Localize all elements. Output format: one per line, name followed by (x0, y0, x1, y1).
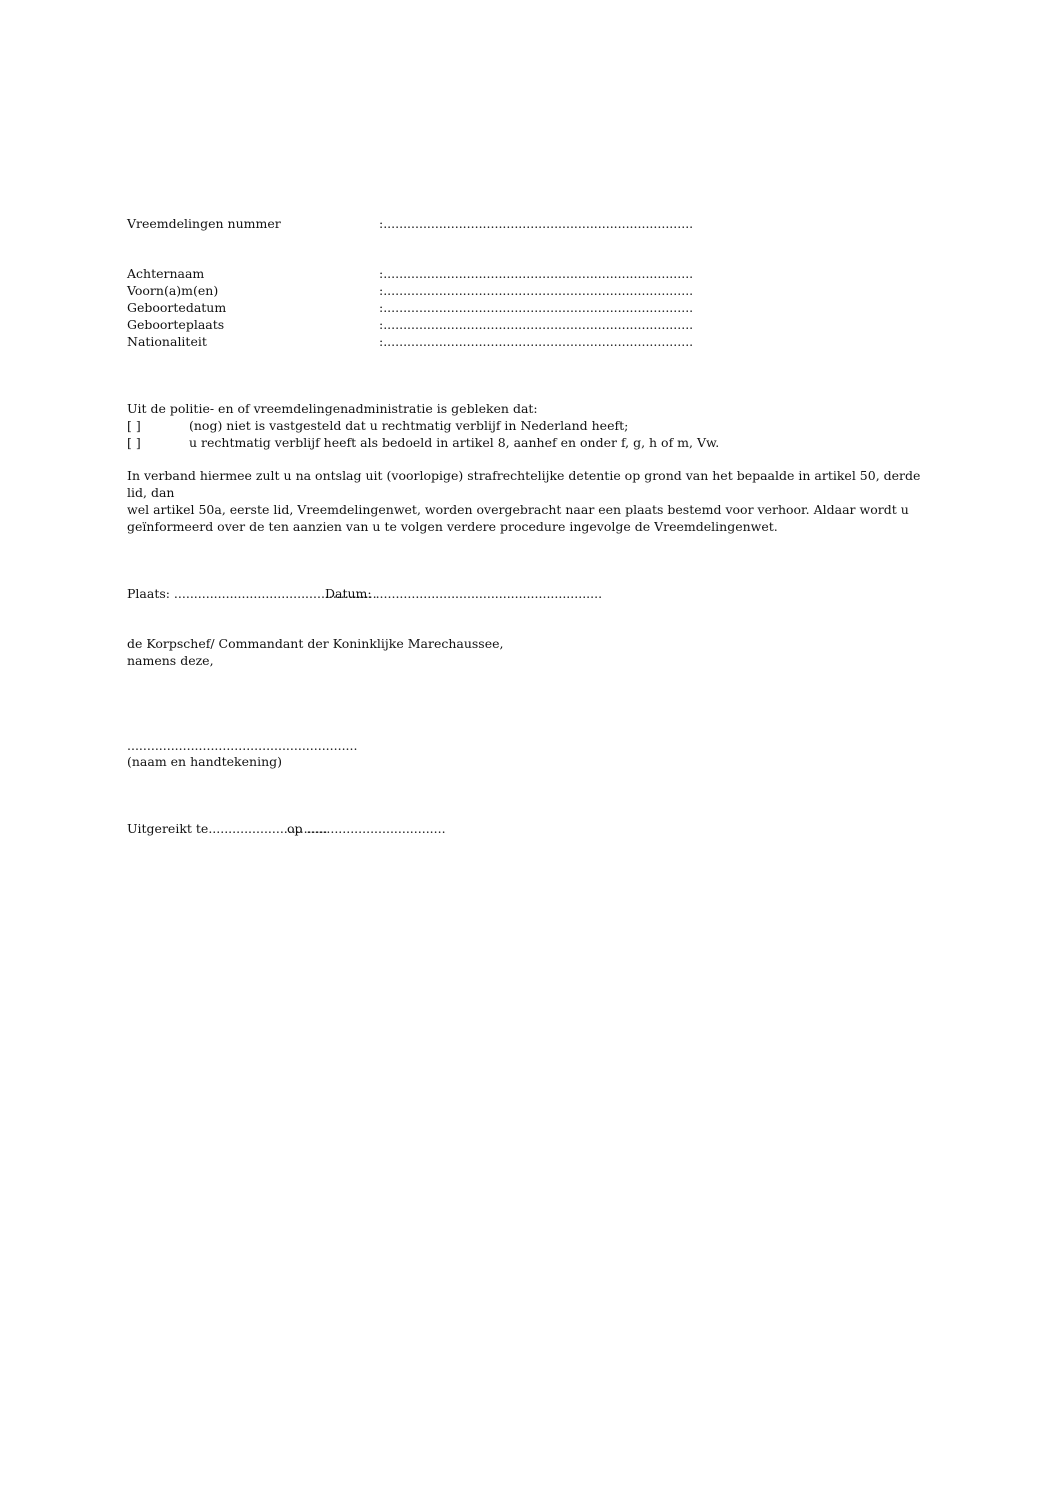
field-value-voornamen: :.............................................................................. (379, 283, 694, 298)
option-text-2: u rechtmatig verblijf heeft als bedoeld in artikel 8, aanhef en onder f, g, h of m, Vw. (189, 435, 720, 450)
option-row-1 (127, 417, 628, 434)
issued-on-field: op ................................... (287, 821, 446, 836)
field-label-vreemdelingen-nummer: Vreemdelingen nummer (127, 216, 281, 231)
field-value-vreemdelingen-nummer: :.............................................................................. (379, 216, 694, 231)
field-value-geboorteplaats: :.............................................................................. (379, 317, 694, 332)
authority-line-1: de Korpschef/ Commandant der Koninklijke Marechaussee, (127, 636, 504, 651)
signature-caption: (naam en handtekening) (127, 754, 283, 769)
field-value-achternaam: :.............................................................................. (379, 266, 694, 281)
intro-text: Uit de politie- en of vreemdelingenadministratie is gebleken dat: (127, 401, 538, 416)
place-field: Plaats: ................................................... (127, 586, 377, 601)
option-row-2 (127, 434, 719, 451)
option-text-1: (nog) niet is vastgesteld dat u rechtmatig verblijf in Nederland heeft; (189, 418, 629, 433)
field-label-geboortedatum: Geboortedatum (127, 300, 227, 315)
signature-line: .......................................................... (127, 738, 358, 753)
body-line-2: wel artikel 50a, eerste lid, Vreemdelingenwet, worden overgebracht naar een plaats bestemd voor verhoor. Aldaar wordt u (127, 502, 909, 517)
field-value-geboortedatum: :.............................................................................. (379, 300, 694, 315)
issued-at-field: Uitgereikt te.............................. (127, 821, 328, 836)
date-field: Datum: ......................................................... (325, 586, 603, 601)
body-line-3: geïnformeerd over de ten aanzien van u te volgen verdere procedure ingevolge de Vreemdelingenwet. (127, 519, 778, 534)
field-label-geboorteplaats: Geboorteplaats (127, 317, 225, 332)
authority-line-2: namens deze, (127, 653, 214, 668)
field-value-nationaliteit: :.............................................................................. (379, 334, 694, 349)
body-paragraph (127, 467, 927, 535)
field-label-voornamen: Voorn(a)m(en) (127, 283, 219, 298)
option-checkbox-1: [ ] (127, 418, 141, 433)
option-checkbox-2: [ ] (127, 435, 141, 450)
field-label-nationaliteit: Nationaliteit (127, 334, 207, 349)
field-label-achternaam: Achternaam (127, 266, 205, 281)
body-line-1: In verband hiermee zult u na ontslag uit (voorlopige) strafrechtelijke detentie op grond van het bepaalde in artikel 50, derde lid, dan (127, 468, 921, 500)
